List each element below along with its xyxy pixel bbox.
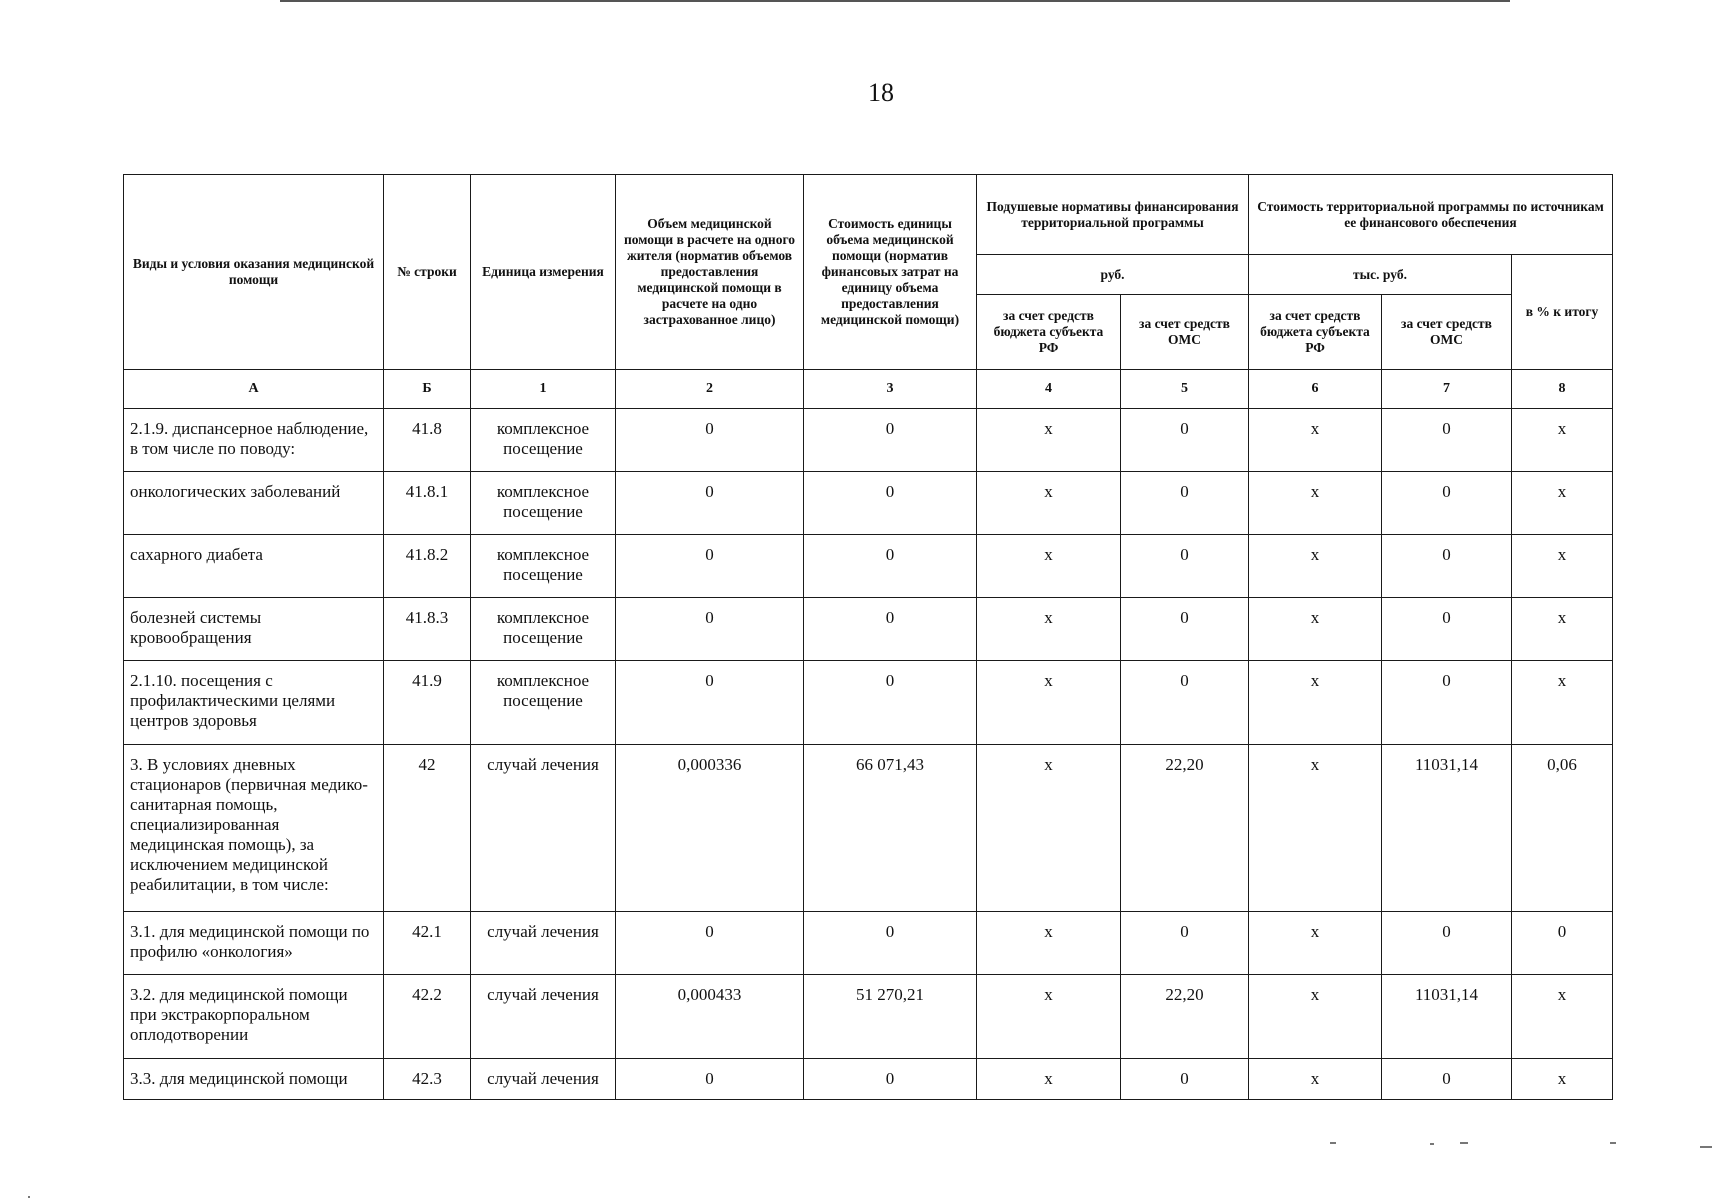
cell-oms-thousand: 0 (1382, 912, 1512, 975)
scan-speck (28, 1196, 30, 1198)
cell-oms-rub: 0 (1121, 912, 1249, 975)
header-unit-thousand-rub: тыс. руб. (1249, 255, 1512, 295)
cell-percent: 0 (1512, 912, 1613, 975)
cell-volume: 0 (616, 912, 804, 975)
row-number: 41.8.3 (384, 598, 471, 661)
row-number: 42.3 (384, 1059, 471, 1100)
row-unit: случай лечения (471, 1059, 616, 1100)
scan-speck (1460, 1142, 1468, 1144)
column-index: 6 (1249, 370, 1382, 409)
row-unit: комплексное посещение (471, 409, 616, 472)
cell-unit-cost: 0 (804, 472, 977, 535)
cell-regional-budget-thousand: x (1249, 598, 1382, 661)
header-program-cost-group: Стоимость территориальной программы по источникам ее финансового обеспечения (1249, 175, 1613, 255)
table-row (124, 535, 1613, 598)
cell-oms-thousand: 0 (1382, 535, 1512, 598)
table-row (124, 661, 1613, 745)
cell-regional-budget-rub: x (977, 409, 1121, 472)
row-number: 42 (384, 745, 471, 912)
cell-percent: x (1512, 661, 1613, 745)
cell-oms-rub: 0 (1121, 535, 1249, 598)
cell-unit-cost: 0 (804, 535, 977, 598)
table-row (124, 409, 1613, 472)
cell-regional-budget-thousand: x (1249, 409, 1382, 472)
table-row (124, 472, 1613, 535)
header-unit: Единица измерения (471, 175, 616, 370)
cell-percent: x (1512, 598, 1613, 661)
column-index: 2 (616, 370, 804, 409)
cell-oms-rub: 22,20 (1121, 975, 1249, 1059)
cell-unit-cost: 0 (804, 661, 977, 745)
header-regional-budget-thousand: за счет средств бюджета субъекта РФ (1249, 295, 1382, 370)
header-oms-rub: за счет средств ОМС (1121, 295, 1249, 370)
cell-oms-rub: 0 (1121, 661, 1249, 745)
column-index: 1 (471, 370, 616, 409)
top-rule (280, 0, 1510, 2)
row-number: 42.1 (384, 912, 471, 975)
header-unit-cost: Стоимость единицы объема медицинской помощи (норматив финансовых затрат на единицу объема предоставления медицинской помощи) (804, 175, 977, 370)
cell-oms-thousand: 11031,14 (1382, 745, 1512, 912)
table-row (124, 598, 1613, 661)
cell-percent: x (1512, 535, 1613, 598)
cell-unit-cost: 51 270,21 (804, 975, 977, 1059)
cell-regional-budget-rub: x (977, 472, 1121, 535)
row-name: 2.1.9. диспансерное наблюдение, в том числе по поводу: (124, 409, 384, 472)
header-percent-of-total: в % к итогу (1512, 255, 1613, 370)
row-name: онкологических заболеваний (124, 472, 384, 535)
row-unit: случай лечения (471, 975, 616, 1059)
cell-unit-cost: 66 071,43 (804, 745, 977, 912)
cell-regional-budget-thousand: x (1249, 1059, 1382, 1100)
cell-percent: 0,06 (1512, 745, 1613, 912)
cell-oms-thousand: 11031,14 (1382, 975, 1512, 1059)
cell-volume: 0 (616, 472, 804, 535)
row-unit: случай лечения (471, 912, 616, 975)
financing-table (123, 174, 1613, 1100)
cell-regional-budget-thousand: x (1249, 912, 1382, 975)
column-index-row (124, 370, 1613, 409)
row-unit: комплексное посещение (471, 598, 616, 661)
cell-oms-thousand: 0 (1382, 1059, 1512, 1100)
cell-volume: 0,000336 (616, 745, 804, 912)
cell-volume: 0 (616, 409, 804, 472)
row-unit: случай лечения (471, 745, 616, 912)
cell-regional-budget-rub: x (977, 535, 1121, 598)
scan-speck (1610, 1142, 1616, 1144)
cell-regional-budget-thousand: x (1249, 472, 1382, 535)
cell-regional-budget-rub: x (977, 1059, 1121, 1100)
header-unit-rub: руб. (977, 255, 1249, 295)
header-per-capita-group: Подушевые нормативы финансирования территориальной программы (977, 175, 1249, 255)
cell-regional-budget-rub: x (977, 975, 1121, 1059)
table-row (124, 912, 1613, 975)
header-regional-budget-rub: за счет средств бюджета субъекта РФ (977, 295, 1121, 370)
cell-oms-thousand: 0 (1382, 598, 1512, 661)
cell-oms-thousand: 0 (1382, 661, 1512, 745)
column-index: Б (384, 370, 471, 409)
cell-regional-budget-rub: x (977, 912, 1121, 975)
row-unit: комплексное посещение (471, 535, 616, 598)
row-unit: комплексное посещение (471, 472, 616, 535)
row-name: 3.3. для медицинской помощи (124, 1059, 384, 1100)
cell-regional-budget-rub: x (977, 598, 1121, 661)
cell-regional-budget-thousand: x (1249, 661, 1382, 745)
cell-unit-cost: 0 (804, 409, 977, 472)
cell-volume: 0 (616, 1059, 804, 1100)
cell-oms-rub: 0 (1121, 1059, 1249, 1100)
column-index: 5 (1121, 370, 1249, 409)
cell-oms-rub: 22,20 (1121, 745, 1249, 912)
cell-oms-thousand: 0 (1382, 409, 1512, 472)
row-number: 41.9 (384, 661, 471, 745)
column-index: 3 (804, 370, 977, 409)
cell-regional-budget-rub: x (977, 661, 1121, 745)
header-oms-thousand: за счет средств ОМС (1382, 295, 1512, 370)
cell-oms-thousand: 0 (1382, 472, 1512, 535)
row-name: 3.2. для медицинской помощи при экстракорпоральном оплодотворении (124, 975, 384, 1059)
column-index: 7 (1382, 370, 1512, 409)
scan-speck (1700, 1146, 1712, 1148)
cell-unit-cost: 0 (804, 598, 977, 661)
row-number: 42.2 (384, 975, 471, 1059)
header-medical-care-type: Виды и условия оказания медицинской помощи (124, 175, 384, 370)
row-name: сахарного диабета (124, 535, 384, 598)
table-row (124, 1059, 1613, 1100)
column-index: 4 (977, 370, 1121, 409)
cell-volume: 0,000433 (616, 975, 804, 1059)
cell-unit-cost: 0 (804, 1059, 977, 1100)
cell-regional-budget-rub: x (977, 745, 1121, 912)
cell-oms-rub: 0 (1121, 598, 1249, 661)
cell-oms-rub: 0 (1121, 472, 1249, 535)
column-index: А (124, 370, 384, 409)
row-name: болезней системы кровообращения (124, 598, 384, 661)
cell-volume: 0 (616, 598, 804, 661)
cell-volume: 0 (616, 661, 804, 745)
cell-percent: x (1512, 1059, 1613, 1100)
cell-unit-cost: 0 (804, 912, 977, 975)
row-number: 41.8.2 (384, 535, 471, 598)
cell-percent: x (1512, 975, 1613, 1059)
scan-speck (1330, 1142, 1336, 1144)
cell-oms-rub: 0 (1121, 409, 1249, 472)
cell-volume: 0 (616, 535, 804, 598)
cell-percent: x (1512, 472, 1613, 535)
header-volume: Объем медицинской помощи в расчете на одного жителя (норматив объемов предоставления медицинской помощи в расчете на одно застрахованное лицо) (616, 175, 804, 370)
row-number: 41.8 (384, 409, 471, 472)
cell-regional-budget-thousand: x (1249, 535, 1382, 598)
table-row (124, 975, 1613, 1059)
cell-percent: x (1512, 409, 1613, 472)
row-name: 3. В условиях дневных стационаров (первичная медико-санитарная помощь, специализированная медицинская помощь), за исключением медицинской реабилитации, в том числе: (124, 745, 384, 912)
scan-speck (1430, 1143, 1434, 1145)
row-name: 3.1. для медицинской помощи по профилю «онкология» (124, 912, 384, 975)
row-number: 41.8.1 (384, 472, 471, 535)
cell-regional-budget-thousand: x (1249, 975, 1382, 1059)
row-unit: комплексное посещение (471, 661, 616, 745)
header-row-number: № строки (384, 175, 471, 370)
page-number: 18 (868, 78, 894, 107)
row-name: 2.1.10. посещения с профилактическими целями центров здоровья (124, 661, 384, 745)
cell-regional-budget-thousand: x (1249, 745, 1382, 912)
column-index: 8 (1512, 370, 1613, 409)
table-row (124, 745, 1613, 912)
